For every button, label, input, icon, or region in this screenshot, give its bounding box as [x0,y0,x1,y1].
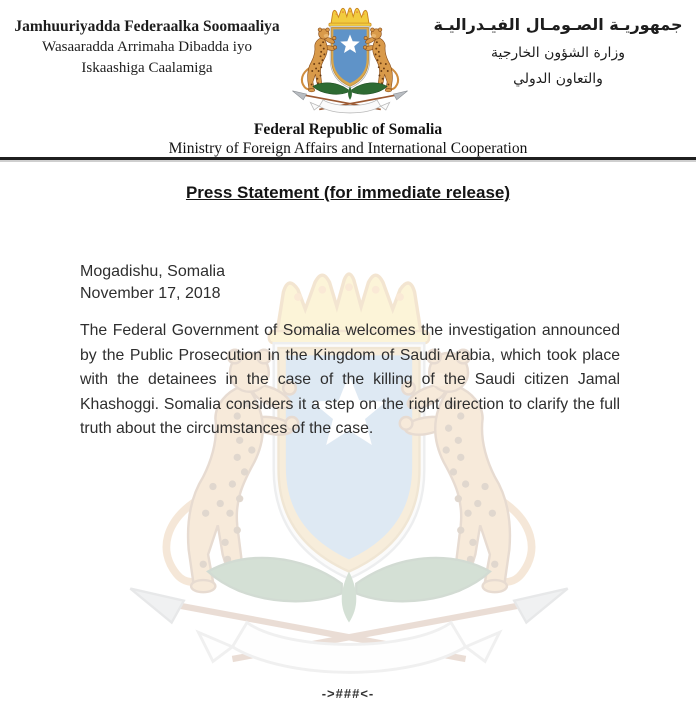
letterhead-arabic-line3: والتعاون الدولي [513,71,603,87]
press-statement-title: Press Statement (for immediate release) [185,183,511,202]
letterhead-somali-line2: Wasaaradda Arrimaha Dibadda iyo [42,39,252,55]
letterhead-english-line2: Ministry of Foreign Affairs and International Cooperation [168,140,528,157]
letterhead-arabic [424,10,692,92]
letterhead-english-line1: Federal Republic of Somalia [253,121,443,138]
letterhead-somali-line3: Iskaashiga Caalamiga [81,59,213,76]
letterhead-somali [8,16,286,78]
somalia-coat-of-arms-icon [286,5,414,114]
place-date-block [80,261,225,304]
letterhead-english [0,120,696,158]
statement-body-paragraph: The Federal Government of Somalia welcomes the investigation announced by the Public Prosecution in the Kingdom of Saudi Arabia, which took place with the detainees in the case of the killing of the Saudi citizen Jamal Khashoggi. Somalia considers it a step on the right direction to clarify the full truth about the circumstances of the case. [80,322,620,438]
end-of-statement-marker: ->###<- [321,686,375,701]
date-line: November 17, 2018 [80,284,221,302]
letterhead-divider-rule [0,157,696,160]
letterhead-arabic-line2: وزارة الشؤون الخارجية [491,45,625,61]
letterhead-somali-line1: Jamhuuriyadda Federaalka Soomaaliya [14,18,280,35]
letterhead-arabic-line1: جمهوريـة الصـومـال الفيـدراليـة [433,15,683,34]
place-line: Mogadishu, Somalia [80,263,225,280]
